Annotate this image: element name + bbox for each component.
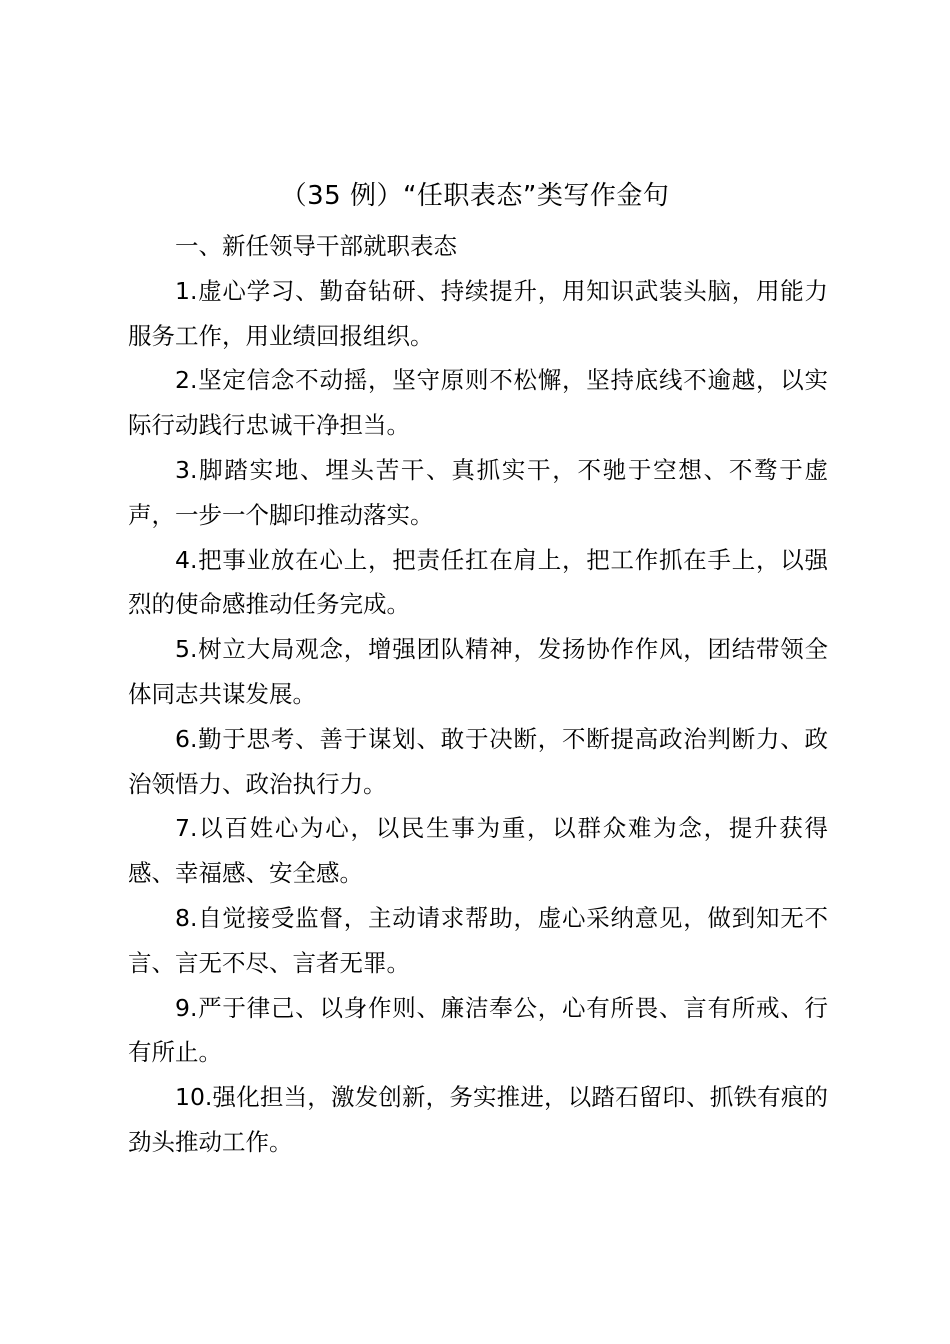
list-item: 4.把事业放在心上，把责任扛在肩上，把工作抓在手上，以强烈的使命感推动任务完成。: [128, 545, 828, 619]
document-title: （35 例）“任职表态”类写作金句: [280, 181, 670, 211]
list-item: 3.脚踏实地、埋头苦干、真抓实干，不驰于空想、不骛于虚声，一步一个脚印推动落实。: [128, 455, 828, 529]
list-item: 8.自觉接受监督，主动请求帮助，虚心采纳意见，做到知无不言、言无不尽、言者无罪。: [128, 903, 828, 977]
list-item: 2.坚定信念不动摇，坚守原则不松懈，坚持底线不逾越，以实际行动践行忠诚干净担当。: [128, 366, 828, 440]
section-heading: 一、新任领导干部就职表态: [175, 232, 457, 260]
document-body: [128, 224, 828, 1165]
list-item: 1.虚心学习、勤奋钻研、持续提升，用知识武装头脑，用能力服务工作，用业绩回报组织。: [128, 276, 828, 350]
list-item: 9.严于律己、以身作则、廉洁奉公，心有所畏、言有所戒、行有所止。: [128, 993, 828, 1067]
list-item: 7.以百姓心为心，以民生事为重，以群众难为念，提升获得感、幸福感、安全感。: [128, 814, 828, 888]
list-item: 5.树立大局观念，增强团队精神，发扬协作作风，团结带领全体同志共谋发展。: [128, 635, 828, 708]
list-item: 6.勤于思考、善于谋划、敢于决断，不断提高政治判断力、政治领悟力、政治执行力。: [128, 724, 828, 798]
list-item: 10.强化担当，激发创新，务实推进，以踏石留印、抓铁有痕的劲头推动工作。: [128, 1083, 828, 1156]
